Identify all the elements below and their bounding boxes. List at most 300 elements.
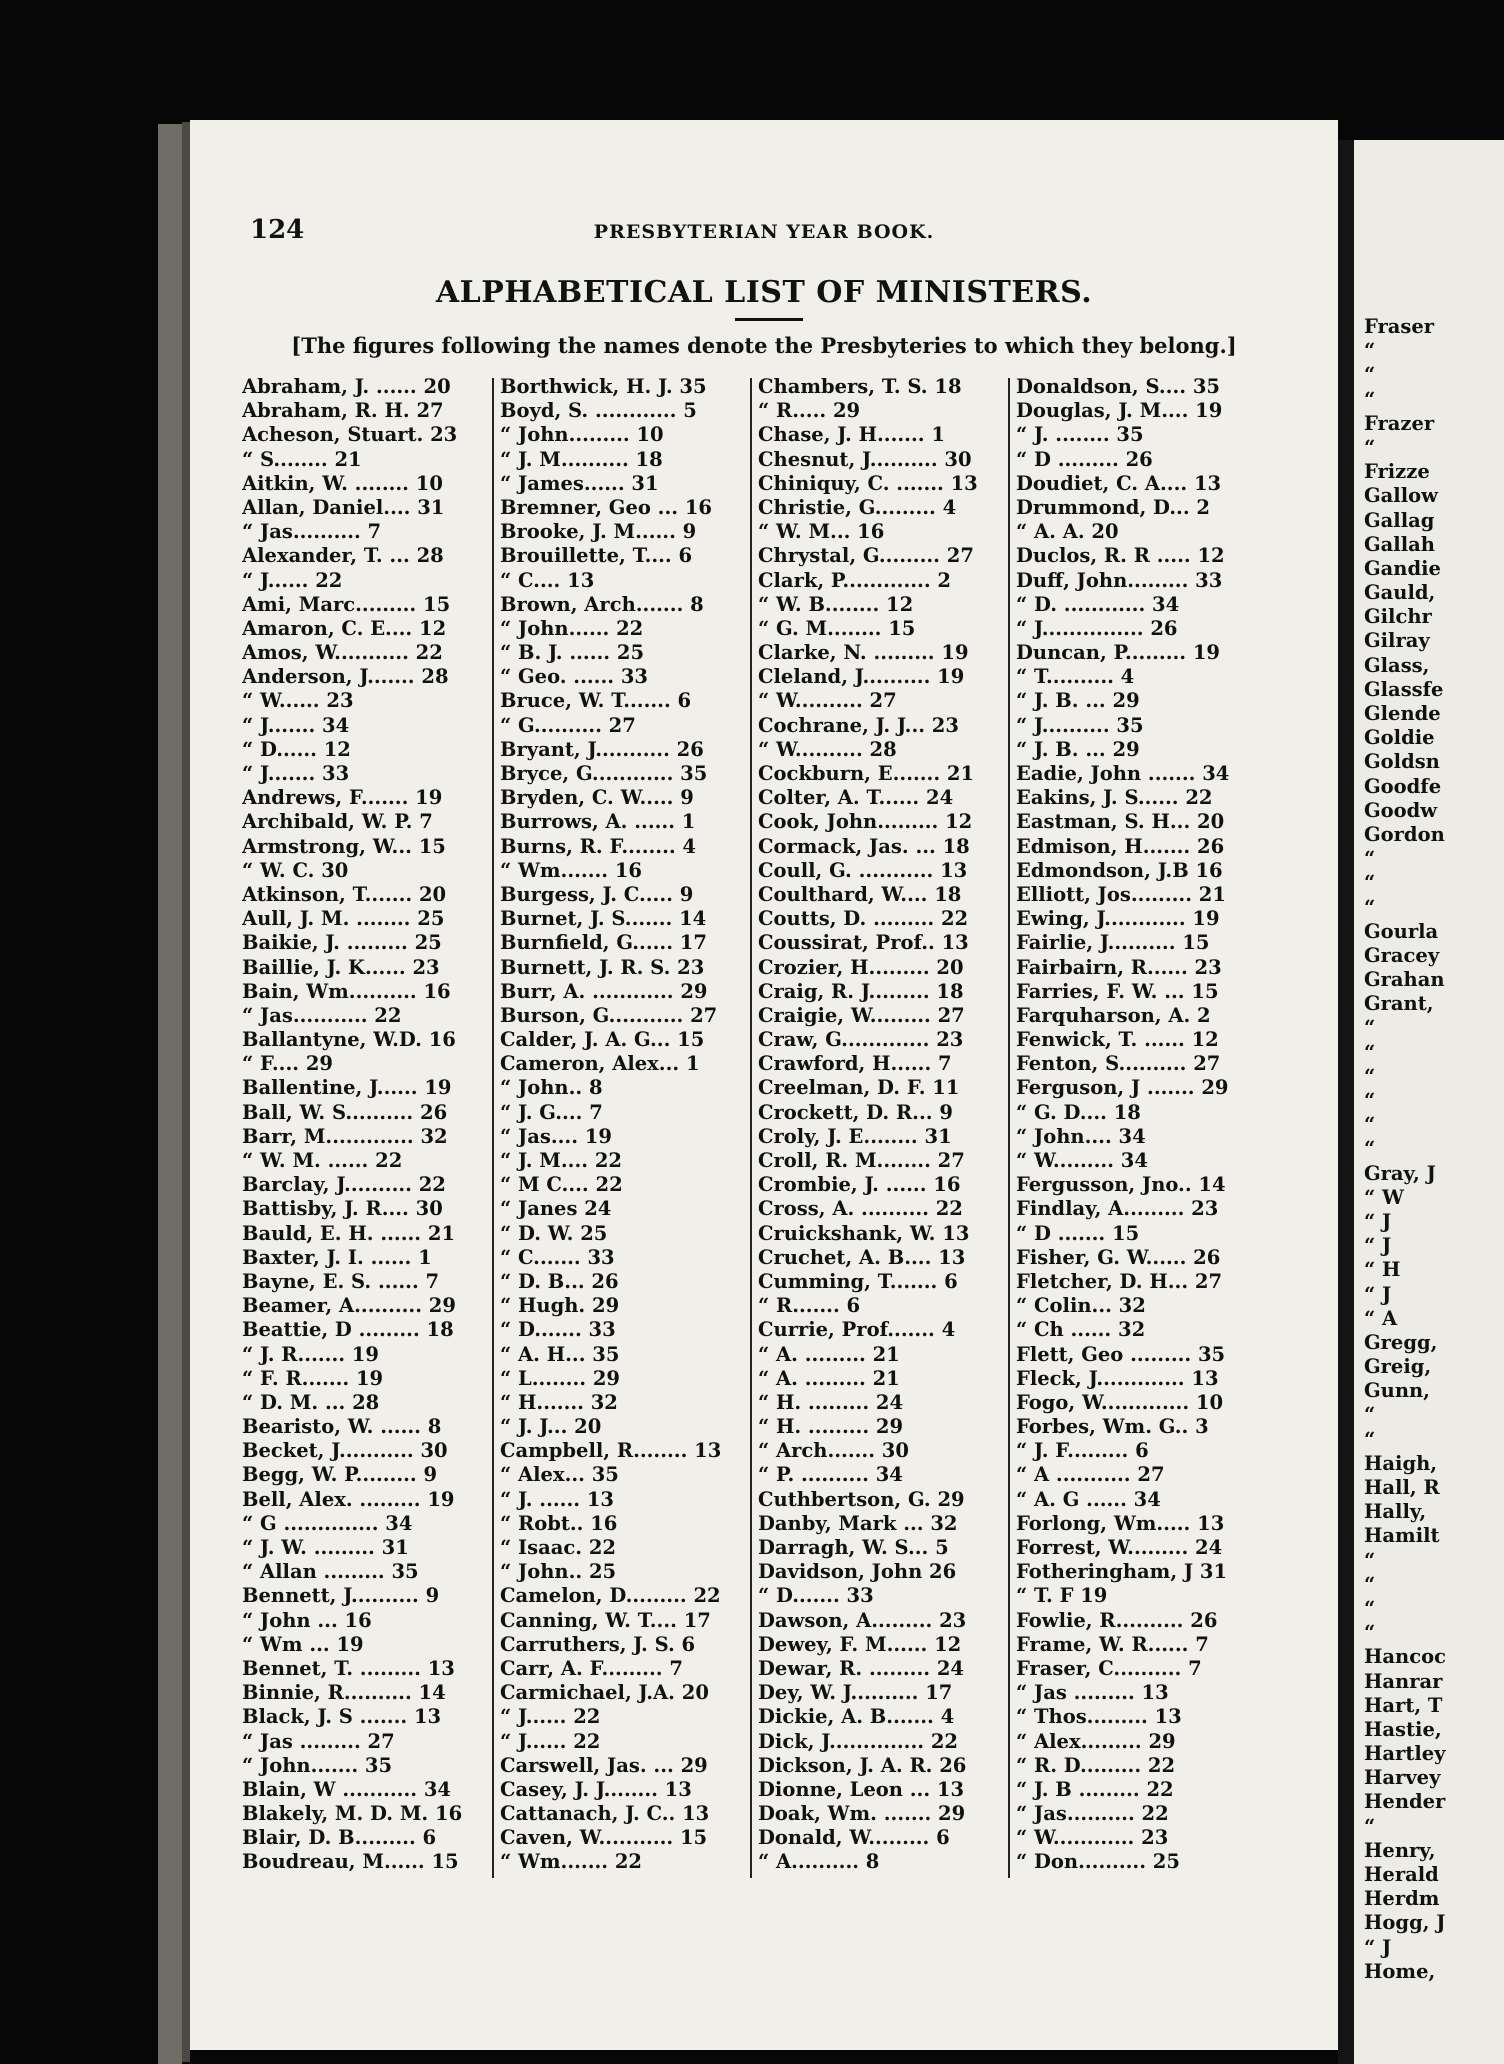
minister-entry: Dick, J.............. 22	[758, 1729, 958, 1753]
minister-entry: Fairbairn, R...... 23	[1016, 955, 1222, 979]
right-page-entry: “ A	[1364, 1306, 1398, 1330]
right-page-fragment	[1354, 140, 1504, 2064]
minister-entry: Bruce, W. T....... 6	[500, 689, 692, 713]
minister-entry: Aull, J. M. ........ 25	[242, 907, 445, 931]
page-header	[250, 215, 1278, 255]
minister-entry: Armstrong, W... 15	[242, 834, 446, 858]
minister-entry: Eakins, J. S...... 22	[1016, 786, 1213, 810]
minister-entry: Amos, W........... 22	[242, 641, 443, 665]
minister-entry: Fisher, G. W...... 26	[1016, 1245, 1221, 1269]
right-page-entry: “	[1364, 895, 1376, 919]
minister-entry: “ G .............. 34	[242, 1511, 413, 1535]
right-page-entry: “ J	[1364, 1234, 1392, 1258]
minister-entry: Acheson, Stuart. 23	[242, 423, 458, 447]
minister-entry: Bauld, E. H. ...... 21	[242, 1221, 456, 1245]
minister-entry: Bennett, J.......... 9	[242, 1584, 440, 1608]
right-page-entry: Gauld,	[1364, 581, 1436, 605]
minister-entry: Cockburn, E....... 21	[758, 762, 975, 785]
page-title: ALPHABETICAL LIST OF MINISTERS.	[435, 275, 1093, 310]
minister-entry: “ John...... 22	[500, 616, 644, 640]
minister-entry: “ Alex......... 29	[1016, 1729, 1176, 1753]
minister-entry: Doudiet, C. A.... 13	[1016, 471, 1222, 495]
minister-entry: Campbell, R........ 13	[500, 1439, 722, 1463]
minister-entry: Dewey, F. M...... 12	[758, 1632, 962, 1656]
book-spine-shadow	[182, 122, 190, 2062]
right-page-entry: Hart, T	[1364, 1693, 1443, 1717]
minister-entry: “ W......... 34	[1016, 1149, 1148, 1172]
minister-entry: “ D. ............ 34	[1016, 592, 1180, 616]
minister-entry: Black, J. S ....... 13	[242, 1705, 442, 1729]
right-page-entry: “	[1364, 1814, 1376, 1838]
minister-entry: Alexander, T. ... 28	[242, 544, 444, 568]
minister-entry: Coulthard, W.... 18	[758, 882, 962, 906]
minister-entry: “ A. A. 20	[1016, 520, 1119, 544]
minister-entry: “ W. M. ...... 22	[242, 1149, 403, 1172]
minister-entry: Barclay, J.......... 22	[242, 1173, 446, 1197]
minister-entry: Eadie, John ....... 34	[1016, 762, 1230, 785]
minister-entry: “ D....... 33	[758, 1584, 874, 1608]
minister-entry: “ J. B. ... 29	[1016, 737, 1140, 761]
minister-entry: Chiniquy, C. ....... 13	[758, 471, 978, 495]
minister-entry: Edmison, H....... 26	[1016, 834, 1225, 858]
minister-entry: Doak, Wm. ....... 29	[758, 1802, 966, 1826]
minister-entry: Bryden, C. W..... 9	[500, 786, 694, 810]
minister-entry: “ Arch....... 30	[758, 1439, 909, 1463]
minister-entry: “ A.......... 8	[758, 1850, 880, 1874]
minister-entry: Fletcher, D. H... 27	[1016, 1269, 1223, 1293]
minister-entry: “ Wm ... 19	[242, 1632, 364, 1656]
minister-entry: Douglas, J. M.... 19	[1016, 399, 1223, 423]
right-page-entry: “	[1364, 1016, 1376, 1040]
minister-entry: “ S........ 21	[242, 447, 362, 471]
minister-entry: “ J...... 22	[242, 568, 343, 592]
right-page-entry: Hanrar	[1364, 1669, 1443, 1693]
minister-entry: Ball, W. S.......... 26	[242, 1100, 448, 1124]
right-page-entry: Hartley	[1364, 1742, 1446, 1766]
minister-entry: Boudreau, M...... 15	[242, 1850, 459, 1874]
minister-entry: “ Jas........... 22	[242, 1003, 402, 1027]
minister-entry: Brown, Arch....... 8	[500, 592, 704, 616]
minister-entry: Fraser, C.......... 7	[1016, 1656, 1202, 1680]
right-page-entry: Goodw	[1364, 798, 1438, 822]
right-page-entry: “	[1364, 1089, 1376, 1112]
minister-entry: Craw, G............. 23	[758, 1028, 964, 1052]
minister-entry: Burns, R. F........ 4	[500, 834, 696, 858]
minister-entry: Cuthbertson, G. 29	[758, 1487, 965, 1511]
right-page-entry: Grahan	[1364, 968, 1445, 992]
minister-entry: Bayne, E. S. ...... 7	[242, 1269, 440, 1293]
minister-entry: “ W. B........ 12	[758, 592, 914, 616]
minister-entry: “ R..... 29	[758, 399, 861, 423]
minister-entry: Dionne, Leon ... 13	[758, 1777, 965, 1801]
minister-entry: Burgess, J. C..... 9	[500, 882, 694, 906]
minister-entry: Cameron, Alex... 1	[500, 1052, 700, 1076]
minister-entry: “ B. J. ...... 25	[500, 641, 645, 665]
minister-entry: Brouillette, T.... 6	[500, 544, 693, 568]
minister-entry: Canning, W. T.... 17	[500, 1608, 711, 1632]
right-page-entry: Hall, R	[1364, 1476, 1440, 1499]
minister-entry: Bain, Wm.......... 16	[242, 979, 451, 1003]
minister-entry: Crockett, D. R... 9	[758, 1100, 953, 1124]
minister-entry: “ Jas.......... 22	[1016, 1802, 1169, 1826]
minister-entry: Burrows, A. ...... 1	[500, 810, 696, 834]
minister-entry: “ G. M........ 15	[758, 616, 916, 640]
minister-entry: Fairlie, J.......... 15	[1016, 931, 1210, 955]
minister-entry: Blair, D. B......... 6	[242, 1826, 437, 1850]
minister-entry: Duncan, P......... 19	[1016, 641, 1220, 665]
minister-entry: Dickson, J. A. R. 26	[758, 1753, 967, 1777]
minister-entry: “ Jas.... 19	[500, 1124, 612, 1148]
minister-entry: Cruickshank, W. 13	[758, 1221, 970, 1245]
minister-entry: Dawson, A......... 23	[758, 1608, 967, 1632]
right-page-entry: Hally,	[1364, 1500, 1427, 1524]
minister-entry: Beattie, D ......... 18	[242, 1318, 454, 1342]
minister-entry: “ J. B. ... 29	[1016, 689, 1140, 713]
minister-entry: “ J............... 26	[1016, 616, 1178, 640]
minister-entry: Donald, W......... 6	[758, 1826, 950, 1850]
minister-entry: Coull, G. ........... 13	[758, 858, 968, 882]
minister-entry: “ Hugh. 29	[500, 1294, 620, 1318]
right-page-entry: Home,	[1364, 1959, 1436, 1983]
right-page-entry: Hogg, J	[1364, 1911, 1446, 1935]
right-page-entry: Gourla	[1364, 919, 1439, 943]
minister-entry: Dey, W. J.......... 17	[758, 1681, 953, 1705]
minister-entry: “ A. ......... 21	[758, 1342, 900, 1366]
minister-entry: Andrews, F....... 19	[242, 786, 443, 810]
minister-entry: “ J. ...... 13	[500, 1487, 614, 1511]
minister-entry: Forlong, Wm..... 13	[1016, 1511, 1225, 1535]
minister-entry: “ G.......... 27	[500, 713, 636, 737]
minister-entry: Carmichael, J.A. 20	[500, 1681, 709, 1705]
minister-entry: Becket, J........... 30	[242, 1439, 448, 1463]
minister-entry: Casey, J. J........ 13	[500, 1777, 692, 1801]
right-page-entry: Hastie,	[1364, 1717, 1442, 1741]
minister-entry: Battisby, J. R.... 30	[242, 1197, 443, 1221]
minister-entry: “ J...... 22	[500, 1729, 601, 1753]
minister-entry: “ J. W. ......... 31	[242, 1536, 409, 1559]
page-subtitle: [The figures following the names denote the Presbyteries to which they belong.]	[291, 333, 1237, 358]
right-page-entry: “ H	[1364, 1258, 1401, 1282]
minister-entry: Cochrane, J. J... 23	[758, 713, 959, 737]
right-page-entry: Gordon	[1364, 822, 1445, 846]
minister-entry: “ Jas ......... 27	[242, 1729, 395, 1753]
minister-entry: Creelman, D. F. 11	[758, 1076, 960, 1100]
right-page-entry: “	[1364, 387, 1376, 411]
right-page-entry: Hancoc	[1364, 1645, 1446, 1669]
right-page-entry: “ J	[1364, 1209, 1392, 1233]
right-page-entry: Gregg,	[1364, 1330, 1438, 1354]
right-page-entry: Gandie	[1364, 556, 1441, 580]
page-number: 124	[250, 215, 305, 245]
minister-entry: “ R....... 6	[758, 1294, 861, 1318]
right-page-entry: Goldsn	[1364, 750, 1440, 774]
minister-entry: “ Ch ...... 32	[1016, 1318, 1146, 1342]
minister-entry: Burr, A. ............ 29	[500, 979, 708, 1003]
minister-entry: Fogo, W............. 10	[1016, 1390, 1224, 1414]
minister-entry: “ John....... 35	[242, 1753, 393, 1777]
ministers-column-1	[242, 375, 490, 1875]
minister-entry: Baxter, J. I. ...... 1	[242, 1245, 432, 1269]
right-page-entry: “	[1364, 1137, 1376, 1161]
minister-entry: Frame, W. R...... 7	[1016, 1632, 1209, 1656]
minister-entry: “ R. D......... 22	[1016, 1753, 1176, 1777]
minister-entry: Flett, Geo ......... 35	[1016, 1342, 1226, 1366]
minister-entry: “ A ........... 27	[1016, 1463, 1165, 1487]
minister-entry: “ Don.......... 25	[1016, 1850, 1180, 1874]
minister-entry: Forbes, Wm. G.. 3	[1016, 1415, 1209, 1439]
right-page-entry: “ J	[1364, 1935, 1392, 1959]
minister-entry: Amaron, C. E.... 12	[242, 616, 447, 640]
right-page-entry: Gallah	[1364, 532, 1435, 556]
minister-entry: Coussirat, Prof.. 13	[758, 931, 969, 955]
minister-entry: Forrest, W......... 24	[1016, 1536, 1223, 1559]
minister-entry: Farries, F. W. ... 15	[1016, 979, 1219, 1003]
minister-entry: Ewing, J............ 19	[1016, 907, 1220, 931]
book-spine-edge	[158, 124, 182, 2064]
minister-entry: “ M C.... 22	[500, 1173, 623, 1197]
minister-entry: Anderson, J....... 28	[242, 665, 449, 689]
minister-entry: Chesnut, J.......... 30	[758, 447, 972, 471]
minister-entry: “ Janes 24	[500, 1197, 612, 1221]
right-page-entry: Glende	[1364, 702, 1441, 725]
minister-entry: “ A. ......... 21	[758, 1366, 900, 1390]
right-page-entry: Harvey	[1364, 1766, 1441, 1790]
minister-entry: Bell, Alex. ......... 19	[242, 1487, 455, 1511]
minister-entry: “ Wm....... 16	[500, 858, 642, 882]
minister-entry: Cruchet, A. B.... 13	[758, 1245, 966, 1269]
minister-entry: Duff, John......... 33	[1016, 568, 1223, 592]
minister-entry: Caven, W........... 15	[500, 1826, 708, 1850]
right-page-entry: Glass,	[1364, 653, 1430, 677]
title-rule	[735, 318, 803, 321]
minister-entry: “ P. .......... 34	[758, 1463, 903, 1487]
minister-entry: Farquharson, A. 2	[1016, 1003, 1211, 1027]
right-page-entry: “	[1364, 1572, 1376, 1596]
minister-entry: “ D. M. ... 28	[242, 1390, 380, 1414]
right-page-entry: “	[1364, 363, 1376, 387]
right-page-entry: Frazer	[1364, 411, 1435, 435]
minister-entry: Abraham, R. H. 27	[242, 399, 444, 423]
minister-entry: Blakely, M. D. M. 16	[242, 1802, 463, 1826]
minister-entry: Edmondson, J.B 16	[1016, 858, 1223, 882]
right-page-entry: Goodfe	[1364, 774, 1442, 798]
minister-entry: “ W. C. 30	[242, 858, 349, 882]
right-page-entry: Greig,	[1364, 1355, 1432, 1379]
minister-entry: Baikie, J. ......... 25	[242, 931, 442, 955]
minister-entry: Eastman, S. H... 20	[1016, 810, 1225, 834]
right-page-entry: Haigh,	[1364, 1451, 1438, 1475]
right-page-entry: Henry,	[1364, 1838, 1436, 1862]
minister-entry: Bryant, J........... 26	[500, 737, 704, 761]
minister-entry: Bennet, T. ......... 13	[242, 1656, 455, 1680]
minister-entry: Bearisto, W. ...... 8	[242, 1415, 442, 1439]
minister-entry: Archibald, W. P. 7	[242, 810, 433, 834]
minister-entry: Cumming, T....... 6	[758, 1269, 958, 1293]
minister-entry: Cook, John......... 12	[758, 810, 973, 834]
minister-entry: “ C.... 13	[500, 568, 595, 592]
ministers-list	[242, 375, 1252, 1874]
minister-entry: “ Wm....... 22	[500, 1850, 642, 1874]
minister-entry: Croll, R. M........ 27	[758, 1149, 965, 1172]
minister-entry: Clark, P............. 2	[758, 568, 951, 592]
minister-entry: Calder, J. A. G... 15	[500, 1028, 705, 1052]
minister-entry: “ C....... 33	[500, 1245, 615, 1269]
left-page	[190, 120, 1338, 2050]
minister-entry: Clarke, N. ......... 19	[758, 641, 969, 665]
minister-entry: Blain, W ........... 34	[242, 1777, 451, 1801]
right-page-entry: Goldie	[1364, 726, 1435, 750]
minister-entry: Burnet, J. S....... 14	[500, 907, 707, 931]
right-page-entry: “	[1364, 1596, 1376, 1620]
minister-entry: Fenton, S.......... 27	[1016, 1052, 1221, 1076]
minister-entry: “ T. F 19	[1016, 1584, 1108, 1608]
minister-entry: “ Jas ......... 13	[1016, 1681, 1169, 1705]
minister-entry: “ T.......... 4	[1016, 665, 1135, 689]
minister-entry: “ J. R....... 19	[242, 1342, 379, 1366]
right-page-entry: Frizze	[1364, 460, 1430, 484]
minister-entry: Duclos, R. R ..... 12	[1016, 544, 1225, 568]
minister-entry: “ L........ 29	[500, 1366, 620, 1390]
minister-entry: Abraham, J. ...... 20	[242, 375, 451, 398]
minister-entry: “ G. D.... 18	[1016, 1100, 1141, 1124]
right-page-entry: Hamilt	[1364, 1524, 1440, 1548]
running-title: PRESBYTERIAN YEAR BOOK.	[593, 221, 935, 243]
right-page-entry: “	[1364, 1113, 1376, 1137]
right-page-entry: “	[1364, 435, 1376, 459]
minister-entry: Craigie, W......... 27	[758, 1003, 965, 1027]
minister-entry: Baillie, J. K...... 23	[242, 955, 440, 979]
minister-entry: “ D. B... 26	[500, 1269, 619, 1293]
minister-entry: “ A. H... 35	[500, 1342, 620, 1366]
minister-entry: Dickie, A. B....... 4	[758, 1705, 955, 1729]
minister-entry: Barr, M............. 32	[242, 1124, 448, 1148]
minister-entry: Chrystal, G......... 27	[758, 544, 974, 568]
minister-entry: Crombie, J. ...... 16	[758, 1173, 961, 1197]
minister-entry: Fowlie, R.......... 26	[1016, 1608, 1218, 1632]
right-page-entry: “	[1364, 847, 1376, 871]
minister-entry: Borthwick, H. J. 35	[500, 375, 707, 398]
minister-entry: Donaldson, S.... 35	[1016, 375, 1220, 398]
right-page-entry: “	[1364, 339, 1376, 363]
minister-entry: “ Alex... 35	[500, 1463, 619, 1487]
minister-entry: Ballentine, J...... 19	[242, 1076, 452, 1100]
minister-entry: Begg, W. P......... 9	[242, 1463, 438, 1487]
minister-entry: “ W.......... 28	[758, 737, 897, 761]
minister-entry: Boyd, S. ............ 5	[500, 399, 697, 423]
minister-entry: “ Jas.......... 7	[242, 520, 382, 544]
minister-entry: Davidson, John 26	[758, 1560, 957, 1584]
right-page-entry: Gilray	[1364, 629, 1430, 653]
minister-entry: Cleland, J.......... 19	[758, 665, 965, 689]
minister-entry: Beamer, A.......... 29	[242, 1294, 456, 1318]
minister-entry: “ J...... 22	[500, 1705, 601, 1729]
minister-entry: “ J. M.......... 18	[500, 447, 663, 471]
minister-entry: Colter, A. T...... 24	[758, 786, 954, 810]
minister-entry: Burson, G........... 27	[500, 1003, 718, 1027]
minister-entry: Chase, J. H....... 1	[758, 423, 945, 447]
right-page-list	[1364, 315, 1504, 1984]
minister-entry: “ John.... 34	[1016, 1124, 1146, 1148]
minister-entry: “ D....... 33	[500, 1318, 616, 1342]
minister-entry: “ W...... 23	[242, 689, 354, 713]
right-page-entry: Gallow	[1364, 484, 1438, 508]
minister-entry: Fleck, J............. 13	[1016, 1366, 1219, 1390]
minister-entry: “ Isaac. 22	[500, 1536, 616, 1559]
minister-entry: Coutts, D. ......... 22	[758, 907, 969, 931]
minister-entry: “ D. W. 25	[500, 1221, 608, 1245]
minister-entry: Ami, Marc......... 15	[242, 592, 451, 616]
minister-entry: Camelon, D......... 22	[500, 1584, 721, 1608]
minister-entry: “ J. B ......... 22	[1016, 1777, 1174, 1801]
minister-entry: “ H. ......... 24	[758, 1390, 904, 1414]
right-page-entry: Grant,	[1364, 992, 1434, 1016]
minister-entry: “ W.......... 27	[758, 689, 897, 713]
minister-entry: Elliott, Jos......... 21	[1016, 882, 1226, 906]
minister-entry: “ John.. 8	[500, 1076, 603, 1100]
minister-entry: Carruthers, J. S. 6	[500, 1632, 696, 1656]
right-page-entry: Gray, J	[1364, 1161, 1436, 1185]
minister-entry: “ Colin... 32	[1016, 1294, 1146, 1318]
minister-entry: “ J....... 34	[242, 713, 350, 737]
minister-entry: Chambers, T. S. 18	[758, 375, 962, 398]
minister-entry: “ Geo. ...... 33	[500, 665, 648, 689]
right-page-entry: “	[1364, 1621, 1376, 1645]
right-page-entry: Glassfe	[1364, 677, 1444, 701]
minister-entry: Fergusson, Jno.. 14	[1016, 1173, 1226, 1197]
right-page-entry: Herdm	[1364, 1887, 1440, 1911]
minister-entry: “ James...... 31	[500, 471, 659, 495]
minister-entry: Burnfield, G...... 17	[500, 931, 707, 955]
minister-entry: “ John ... 16	[242, 1608, 372, 1632]
right-page-entry: “	[1364, 1548, 1376, 1572]
minister-entry: Carswell, Jas. ... 29	[500, 1753, 708, 1777]
minister-entry: “ John.. 25	[500, 1560, 617, 1584]
minister-entry: “ J....... 33	[242, 762, 350, 785]
minister-entry: Croly, J. E........ 31	[758, 1124, 952, 1148]
ministers-column-4	[1016, 375, 1264, 1875]
minister-entry: Atkinson, T....... 20	[242, 882, 447, 906]
right-page-entry: Fraser	[1364, 315, 1435, 338]
minister-entry: “ J. M.... 22	[500, 1149, 622, 1172]
minister-entry: Dewar, R. ......... 24	[758, 1656, 964, 1680]
minister-entry: Binnie, R.......... 14	[242, 1681, 446, 1705]
minister-entry: “ Robt.. 16	[500, 1511, 618, 1535]
minister-entry: Crawford, H...... 7	[758, 1052, 952, 1076]
right-page-entry: Gunn,	[1364, 1379, 1430, 1403]
ministers-column-2	[500, 375, 748, 1875]
minister-entry: “ H. ......... 29	[758, 1415, 904, 1439]
minister-entry: Crozier, H......... 20	[758, 955, 964, 979]
minister-entry: “ A. G ...... 34	[1016, 1487, 1161, 1511]
minister-entry: Fotheringham, J 31	[1016, 1560, 1228, 1584]
minister-entry: Brooke, J. M...... 9	[500, 520, 697, 544]
minister-entry: Cross, A. .......... 22	[758, 1197, 963, 1221]
minister-entry: Currie, Prof....... 4	[758, 1318, 956, 1342]
minister-entry: “ F.... 29	[242, 1052, 333, 1076]
right-page-entry: “	[1364, 1040, 1376, 1064]
minister-entry: Ferguson, J ....... 29	[1016, 1076, 1229, 1100]
minister-entry: Darragh, W. S... 5	[758, 1536, 949, 1559]
right-page-entry: Gilchr	[1364, 605, 1432, 629]
minister-entry: “ F. R....... 19	[242, 1366, 384, 1390]
minister-entry: “ J.......... 35	[1016, 713, 1144, 737]
minister-entry: “ Allan ......... 35	[242, 1560, 419, 1584]
right-page-entry: “ W	[1364, 1185, 1404, 1209]
minister-entry: Cormack, Jas. ... 18	[758, 834, 970, 858]
minister-entry: “ W. M... 16	[758, 520, 885, 544]
right-page-entry: Gracey	[1364, 943, 1440, 967]
minister-entry: Bryce, G............ 35	[500, 762, 708, 785]
